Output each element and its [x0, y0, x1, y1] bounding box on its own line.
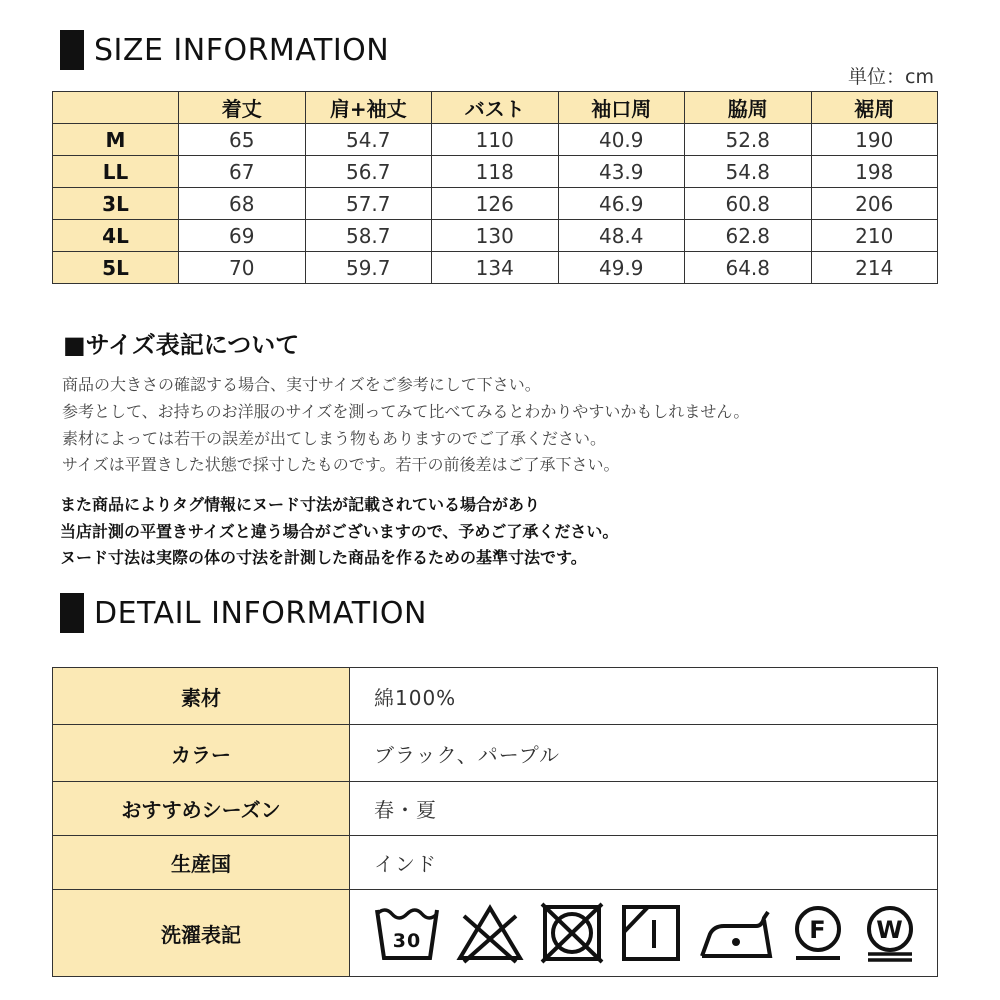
nude-size-note: 当店計測の平置きサイズと違う場合がございますので、予めご了承ください。 — [60, 522, 619, 541]
size-value-cell: 59.7 — [305, 252, 432, 284]
size-label-cell: M — [53, 124, 179, 156]
table-row — [53, 836, 938, 890]
table-row — [53, 890, 938, 977]
size-value-cell: 52.8 — [685, 124, 812, 156]
size-value-cell: 54.8 — [685, 156, 812, 188]
detail-value: 綿100% — [350, 668, 938, 725]
table-row — [53, 156, 938, 188]
size-value-cell: 68 — [179, 188, 306, 220]
detail-label: カラー — [53, 725, 350, 782]
detail-value: ブラック、パープル — [350, 725, 938, 782]
size-value-cell: 56.7 — [305, 156, 432, 188]
table-row — [53, 220, 938, 252]
wash-temp-label: 30 — [392, 930, 422, 952]
size-value-cell: 48.4 — [558, 220, 685, 252]
detail-label: おすすめシーズン — [53, 782, 350, 836]
size-value-cell: 54.7 — [305, 124, 432, 156]
size-note-line: サイズは平置きした状態で採寸したものです。若干の前後差はご了承下さい。 — [62, 455, 620, 474]
nude-size-note: ヌード寸法は実際の体の寸法を計測した商品を作るための基準寸法です。 — [60, 548, 587, 567]
size-label-cell: 5L — [53, 252, 179, 284]
care-symbols — [374, 902, 937, 964]
nude-size-note: また商品によりタグ情報にヌード寸法が記載されている場合があり — [60, 495, 541, 514]
table-row — [53, 252, 938, 284]
size-value-cell: 210 — [811, 220, 938, 252]
table-row — [53, 124, 938, 156]
detail-info-title: DETAIL INFORMATION — [94, 595, 427, 631]
no-tumble-dry-icon — [540, 902, 604, 964]
size-value-cell: 214 — [811, 252, 938, 284]
heading-bar — [60, 593, 84, 633]
size-header-cell: 肩+袖丈 — [305, 92, 432, 124]
size-value-cell: 69 — [179, 220, 306, 252]
size-value-cell: 57.7 — [305, 188, 432, 220]
size-value-cell: 190 — [811, 124, 938, 156]
dryclean-f-icon — [790, 902, 846, 964]
size-value-cell: 126 — [432, 188, 559, 220]
size-note-line: 商品の大きさの確認する場合、実寸サイズをご参考にして下さい。 — [62, 375, 541, 394]
size-header-cell — [53, 92, 179, 124]
size-header-cell: 袖口周 — [558, 92, 685, 124]
size-header-cell: 着丈 — [179, 92, 306, 124]
size-note-line: 素材によっては若干の誤差が出てしまう物もありますのでご了承ください。 — [62, 429, 607, 448]
wetclean-w-icon — [862, 902, 918, 964]
size-value-cell: 49.9 — [558, 252, 685, 284]
size-value-cell: 46.9 — [558, 188, 685, 220]
heading-bar — [60, 30, 84, 70]
size-value-cell: 58.7 — [305, 220, 432, 252]
size-value-cell: 40.9 — [558, 124, 685, 156]
size-label-cell: 3L — [53, 188, 179, 220]
size-note-line: 参考として、お持ちのお洋服のサイズを測ってみて比べてみるとわかりやすいかもしれません。 — [62, 402, 750, 421]
iron-low-icon — [698, 902, 774, 964]
size-label-cell: 4L — [53, 220, 179, 252]
detail-info-heading — [60, 593, 427, 633]
size-value-cell: 130 — [432, 220, 559, 252]
care-symbols-cell — [350, 890, 938, 977]
wetclean-w-letter: W — [876, 916, 904, 944]
size-header-cell: バスト — [432, 92, 559, 124]
table-row — [53, 668, 938, 725]
size-header-cell: 裾周 — [811, 92, 938, 124]
detail-table — [52, 667, 938, 977]
size-value-cell: 206 — [811, 188, 938, 220]
size-value-cell: 134 — [432, 252, 559, 284]
size-table-header — [53, 92, 938, 124]
size-value-cell: 67 — [179, 156, 306, 188]
no-bleach-icon — [456, 902, 524, 964]
detail-label: 生産国 — [53, 836, 350, 890]
detail-value: 春・夏 — [350, 782, 938, 836]
size-value-cell: 198 — [811, 156, 938, 188]
table-row — [53, 782, 938, 836]
size-value-cell: 43.9 — [558, 156, 685, 188]
dryclean-f-letter: F — [809, 916, 827, 944]
size-value-cell: 60.8 — [685, 188, 812, 220]
size-value-cell: 65 — [179, 124, 306, 156]
size-value-cell: 118 — [432, 156, 559, 188]
size-label-cell: LL — [53, 156, 179, 188]
size-notation-heading: ■サイズ表記について — [63, 331, 300, 359]
size-header-cell: 脇周 — [685, 92, 812, 124]
size-table — [52, 91, 938, 284]
table-row — [53, 725, 938, 782]
size-value-cell: 70 — [179, 252, 306, 284]
unit-label: 単位：cm — [848, 66, 934, 88]
size-value-cell: 62.8 — [685, 220, 812, 252]
table-row — [53, 188, 938, 220]
detail-label: 素材 — [53, 668, 350, 725]
size-value-cell: 64.8 — [685, 252, 812, 284]
detail-value: インド — [350, 836, 938, 890]
size-info-title: SIZE INFORMATION — [94, 32, 390, 68]
wash-30-icon — [374, 902, 440, 964]
size-value-cell: 110 — [432, 124, 559, 156]
detail-label: 洗濯表記 — [53, 890, 350, 977]
size-info-heading — [60, 30, 389, 70]
line-dry-icon — [620, 902, 682, 964]
